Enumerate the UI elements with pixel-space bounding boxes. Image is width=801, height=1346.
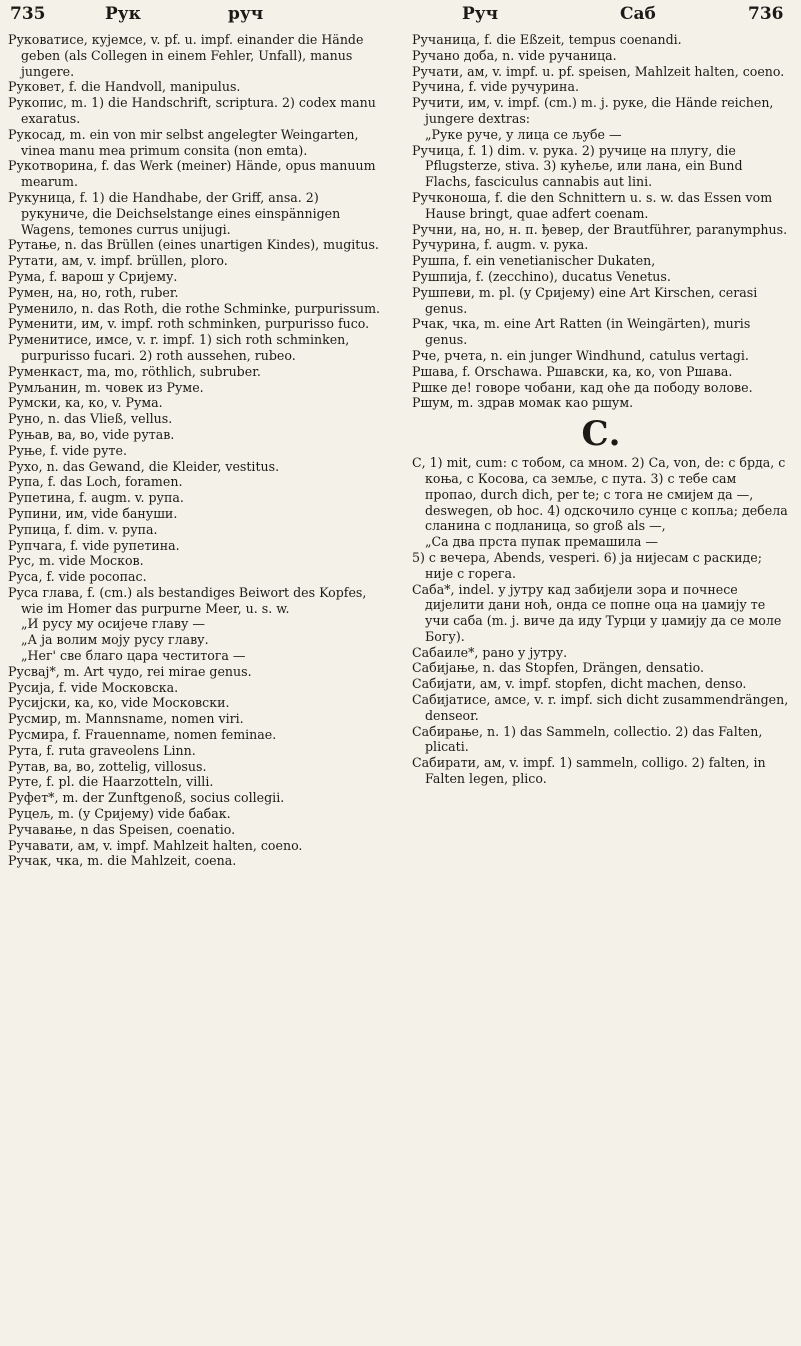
dictionary-entry: Русијски, ка, ко, vide Московски. [8,695,230,711]
dictionary-entry: Ручати, ам, v. impf. u. pf. speisen, Mahlzeit halten, coeno. [412,63,785,79]
dictionary-entry: Рукосад, m. ein von mir selbst angelegter Weingarten, vinea manu mea primum consita (non emta). [8,126,359,158]
dictionary-entry: Румен, на, но, roth, ruber. [8,284,179,300]
dictionary-entry: Ршава, f. Orschawa. Ршавски, ка, ко, von Ршава. [412,363,733,379]
dictionary-entry: Русвај*, m. Art чудо, rei mirae genus. [8,663,252,679]
dictionary-entry: Руте, f. pl. die Haarzotteln, villi. [8,774,214,790]
dictionary-entry: Рупини, им, vide бануши. [8,505,178,521]
dictionary-entry: Ручни, на, но, н. п. ђевер, der Brautführer, paranymphus. [412,221,788,237]
dictionary-entry: Руно, n. das Vließ, vellus. [8,411,173,427]
dictionary-entry: Ручано доба, n. vide ручаница. [412,47,617,63]
dictionary-entry: Руфет*, m. der Zunftgenoß, socius collegii. [8,790,285,806]
dictionary-entry: Ручина, f. vide ручурина. [412,79,579,95]
dictionary-entry: Сабијати, ам, v. impf. stopfen, dicht machen, denso. [412,676,747,692]
dictionary-entry: Руса, f. vide росопас. [8,569,147,585]
dictionary-entry: Саба*, indel. у јутру кад забијели зора и почнесе дијелити дани ноћ, онда се попне оца на џамију те учи саба (m. j. виче да иду Турци у џамију да се моле Богу). [412,581,782,644]
dictionary-entry: Рукопис, m. 1) die Handschrift, scriptura. 2) codex manu exaratus. [8,95,376,126]
dictionary-entry: Рума, f. варош у Сријему. [8,268,178,284]
dictionary-entry: Сабијатисе, амсе, v. r. impf. sich dicht zusammendrängen, denseor. [412,692,789,723]
guide-word-left-2: руч [228,4,264,24]
dictionary-entry: Русмира, f. Frauenname, nomen feminae. [8,727,277,743]
dictionary-entry: Ручавати, ам, v. impf. Mahlzeit halten, coeno. [8,837,303,853]
dictionary-entry: Сабаиле*, рано у јутру. [412,644,568,660]
dictionary-entry: Ручурина, f. augm. v. рука. [412,237,589,253]
dictionary-entry: Руменило, n. das Roth, die rothe Schminke, purpurissum. [8,300,381,316]
dictionary-entry: Руковатисе, кујемсе, v. pf. u. impf. einander die Hände geben (als Collegen in einem Fehler, Unfall), manus jungere. [8,32,364,79]
dictionary-entry: Рупа, f. das Loch, foramen. [8,474,183,490]
dictionary-entry: Руцељ, m. (у Сријему) vide бабак. [8,806,231,822]
dictionary-entry: Сабирање, n. 1) das Sammeln, collectio. 2) das Falten, plicati. [412,723,763,755]
dictionary-entry: „Са два прста пупак премашила — [425,534,659,550]
dictionary-entry: Ручконоша, f. die den Schnittern u. s. w. das Essen vom Hause bringt, quae adfert coenam. [412,189,773,221]
right-column-r-entries [412,32,790,411]
right-column-s-entries [412,455,790,787]
dictionary-entry: Ршке де! говоре чобани, кад оће да пободу волове. [412,379,753,395]
dictionary-entry: Рушпа, f. ein venetianischer Dukaten, [412,253,656,269]
dictionary-entry: Руњав, ва, во, vide рутав. [8,426,175,442]
page-number-left: 735 [10,4,46,24]
dictionary-entry: Румски, ка, ко, v. Рума. [8,395,163,411]
dictionary-entry: „Руке руче, у лица се љубе — [425,126,622,142]
dictionary-entry: „А ја волим моју русу главу. [21,632,209,648]
dictionary-entry: Рутање, n. das Brüllen (eines unartigen Kindes), mugitus. [8,237,379,253]
dictionary-entry: „Нег' све благо цара честитога — [21,648,246,664]
dictionary-entry: Румљанин, m. човек из Руме. [8,379,204,395]
dictionary-entry: Рукуница, f. 1) die Handhabe, der Griff, ansa. 2) рукуниче, die Deichselstange eines einspännigen Wagens, temones currus unijugi. [8,189,341,237]
dictionary-entry: Рутав, ва, во, zottelig, villosus. [8,758,207,774]
dictionary-entry: Рупчага, f. vide рупетина. [8,537,180,553]
dictionary-entry: Рушпеви, m. pl. (у Сријему) eine Art Kirschen, cerasi genus. [412,284,758,316]
dictionary-entry: „И русу му осијече главу — [21,616,206,632]
dictionary-entry: Сабијање, n. das Stopfen, Drängen, densatio. [412,660,704,676]
dictionary-entry: Рушпија, f. (zecchino), ducatus Venetus. [412,268,671,284]
dictionary-entry: Сабирати, ам, v. impf. 1) sammeln, colligo. 2) falten, in Falten legen, plico. [412,755,766,787]
dictionary-entry: Рче, рчета, n. ein junger Windhund, catulus vertagi. [412,347,749,363]
dictionary-entry: Рутати, ам, v. impf. brüllen, ploro. [8,253,228,269]
dictionary-entry: Руменитисе, имсе, v. r. impf. 1) sich roth schminken, purpurisso fucari. 2) roth aussehen, rubeo. [8,332,350,363]
dictionary-entry: Руње, f. vide руте. [8,442,127,458]
dictionary-entry: Руменити, им, v. impf. roth schminken, purpurisso fuco. [8,316,370,332]
dictionary-entry: С, 1) mit, cum: с тобом, са мном. 2) Са, von, de: с брда, с коња, с Косова, са земље, с пута. 3) с тебе сам пропао, durch dich, per te; с тога не смијем да —, deswegen, ob hoc. 4) одскочило сунце с копља; дебела сланина с подланица, so groß als —, [412,455,788,534]
dictionary-entry: Рукотворина, f. das Werk (meiner) Hände, opus manuum mearum. [8,158,376,190]
right-column [412,32,790,787]
dictionary-entry: Рус, m. vide Москов. [8,553,144,569]
page-number-right: 736 [748,4,784,24]
dictionary-entry: Рупетина, f. augm. v. рупа. [8,490,184,506]
dictionary-entry: Ручавање, n das Speisen, coenatio. [8,821,236,837]
left-column [8,32,386,869]
page-header [0,0,801,30]
dictionary-entry: Ршум, m. здрав момак као ршум. [412,395,634,411]
dictionary-entry: Рута, f. ruta graveolens Linn. [8,742,196,758]
guide-word-left-1: Рук [105,4,141,24]
section-letter: С. [581,414,621,455]
dictionary-entry: Ручак, чка, m. die Mahlzeit, coena. [8,853,237,869]
guide-word-right-2: Саб [620,4,656,24]
guide-word-right-1: Руч [462,4,499,24]
dictionary-entry: Рчак, чка, m. eine Art Ratten (in Weingärten), muris genus. [412,316,751,348]
dictionary-entry: Русмир, m. Mannsname, nomen viri. [8,711,244,727]
dictionary-entry: Руковет, f. die Handvoll, manipulus. [8,79,241,95]
dictionary-entry: Руменкаст, ma, mo, röthlich, subruber. [8,363,261,379]
dictionary-entry: Руса глава, f. (cm.) als bestandiges Beiwort des Kopfes, wie im Homer das purpurne Meer, u. s. w. [8,584,367,616]
dictionary-entry: Русија, f. vide Московска. [8,679,179,695]
dictionary-entry: Ручаница, f. die Eßzeit, tempus coenandi. [412,32,682,47]
dictionary-entry: Рупица, f. dim. v. рупа. [8,521,158,537]
dictionary-entry: Ручица, f. 1) dim. v. рука. 2) ручице на плугу, die Pflugsterze, stiva. 3) кућеље, или лана, ein Bund Flachs, fasciculus cannabis aut lini. [412,142,743,190]
dictionary-entry: Рухо, n. das Gewand, die Kleider, vestitus. [8,458,280,474]
dictionary-entry: Ручити, им, v. impf. (cm.) m. j. руке, die Hände reichen, jungere dextras: [412,95,774,126]
dictionary-entry: 5) с вечера, Abends, vesperi. 6) ја нијесам с раскиде; није с горега. [412,549,762,581]
